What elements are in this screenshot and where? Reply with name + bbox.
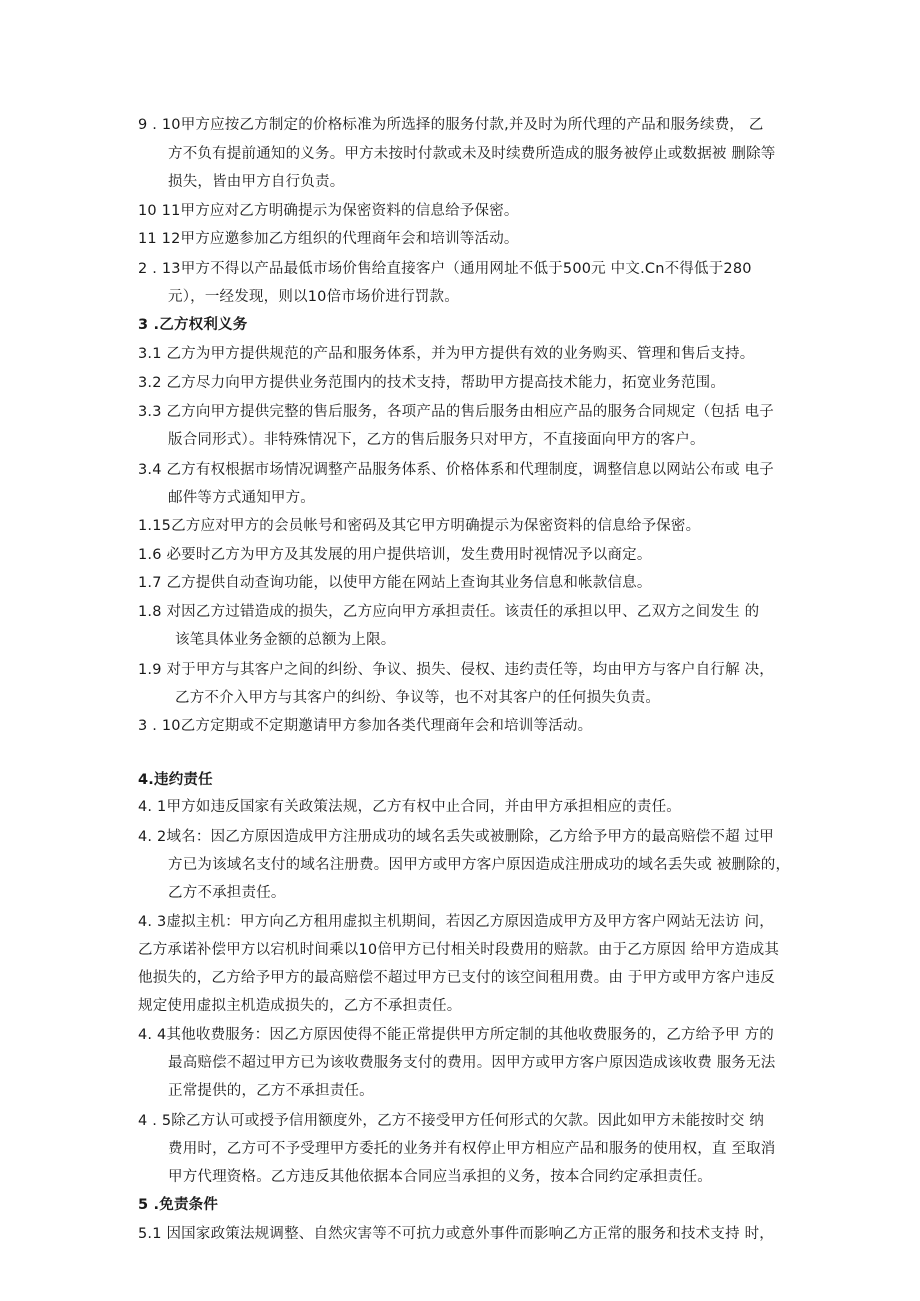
text-line: 1.6 必要时乙方为甲方及其发展的用户提供培训，发生费用时视情况予以商定。 — [138, 547, 652, 563]
text-line: 方不负有提前通知的义务。甲方未按时付款或未及时续费所造成的服务被停止或数据被 删除等 — [168, 146, 776, 162]
text-line: 费用时，乙方可不予受理甲方委托的业务并有权停止甲方相应产品和服务的使用权，直 至取消 — [168, 1141, 776, 1157]
text-line: 5.1 因国家政策法规调整、自然灾害等不可抗力或意外事件而影响乙方正常的服务和技术支持 时， — [138, 1226, 774, 1242]
text-line: 1.15乙方应对甲方的会员帐号和密码及其它甲方明确提示为保密资料的信息给予保密。 — [138, 518, 701, 534]
text-line: 元），一经发现，则以10倍市场价进行罚款。 — [168, 289, 459, 305]
text-line: 3.4 乙方有权根据市场情况调整产品服务体系、价格体系和代理制度，调整信息以网站公布或 电子 — [138, 462, 774, 478]
text-line: 3.3 乙方向甲方提供完整的售后服务，各项产品的售后服务由相应产品的服务合同规定（包括 电子 — [138, 404, 774, 420]
text-line: 乙方不承担责任。 — [168, 885, 286, 901]
text-line: 4. 4其他收费服务：因乙方原因使得不能正常提供甲方所定制的其他收费服务的，乙方给予甲 方的 — [138, 1027, 774, 1043]
text-line: 10 11甲方应对乙方明确提示为保密资料的信息给予保密。 — [138, 203, 519, 219]
section-heading: 4.违约责任 — [138, 772, 213, 788]
text-line: 损失，皆由甲方自行负责。 — [168, 174, 345, 190]
text-line: 4 . 5除乙方认可或授予信用额度外，乙方不接受甲方任何形式的欠款。因此如甲方未能按时交 纳 — [138, 1113, 765, 1129]
text-line: 1.9 对于甲方与其客户之间的纠纷、争议、损失、侵权、违约责任等，均由甲方与客户自行解 决， — [138, 662, 774, 678]
text-line: 1.7 乙方提供自动查询功能，以使甲方能在网站上查询其业务信息和帐款信息。 — [138, 575, 652, 591]
section-heading: 5 .免责条件 — [138, 1197, 219, 1213]
text-line: 乙方承诺补偿甲方以宕机时间乘以10倍甲方已付相关时段费用的赔款。由于乙方原因 给甲方造成其 — [138, 942, 780, 958]
text-line: 甲方代理资格。乙方违反其他依据本合同应当承担的义务，按本合同约定承担责任。 — [168, 1169, 712, 1185]
text-line: 最高赔偿不超过甲方已为该收费服务支付的费用。因甲方或甲方客户原因造成该收费 服务无法 — [168, 1055, 776, 1071]
text-line: 方已为该域名支付的域名注册费。因甲方或甲方客户原因造成注册成功的域名丢失或 被删除的， — [168, 857, 791, 873]
section-heading: 3 .乙方权利义务 — [138, 317, 248, 333]
text-line: 4. 3虚拟主机：甲方向乙方租用虚拟主机期间，若因乙方原因造成甲方及甲方客户网站无法访 问， — [138, 914, 774, 930]
text-line: 规定使用虚拟主机造成损失的，乙方不承担责任。 — [138, 998, 462, 1014]
text-line: 4. 2域名：因乙方原因造成甲方注册成功的域名丢失或被删除，乙方给予甲方的最高赔偿不超 过甲 — [138, 829, 774, 845]
text-line: 该笔具体业务金额的总额为上限。 — [175, 632, 396, 648]
text-line: 11 12甲方应邀参加乙方组织的代理商年会和培训等活动。 — [138, 231, 519, 247]
text-line: 9 . 10甲方应按乙方制定的价格标准为所选择的服务付款,并及时为所代理的产品和服务续费， 乙 — [138, 117, 764, 133]
text-line: 2 . 13甲方不得以产品最低市场价售给直接客户（通用网址不低于500元 中文.Cn不得低于280 — [138, 261, 752, 277]
text-line: 版合同形式）。非特殊情况下，乙方的售后服务只对甲方，不直接面向甲方的客户。 — [168, 432, 705, 448]
text-line: 邮件等方式通知甲方。 — [168, 490, 315, 506]
text-line: 3.2 乙方尽力向甲方提供业务范围内的技术支持，帮助甲方提高技术能力，拓宽业务范围。 — [138, 375, 726, 391]
text-line: 3 . 10乙方定期或不定期邀请甲方参加各类代理商年会和培训等活动。 — [138, 718, 593, 734]
text-line: 3.1 乙方为甲方提供规范的产品和服务体系，并为甲方提供有效的业务购买、管理和售后支持。 — [138, 346, 755, 362]
text-line: 正常提供的，乙方不承担责任。 — [168, 1083, 374, 1099]
text-line: 他损失的，乙方给予甲方的最高赔偿不超过甲方已支付的该空间租用费。由 于甲方或甲方客户违反 — [138, 970, 775, 986]
text-line: 4. 1甲方如违反国家有关政策法规，乙方有权中止合同，并由甲方承担相应的责任。 — [138, 799, 681, 815]
text-line: 乙方不介入甲方与其客户的纠纷、争议等，也不对其客户的任何损失负责。 — [175, 690, 661, 706]
text-line: 1.8 对因乙方过错造成的损失，乙方应向甲方承担责任。该责任的承担以甲、乙双方之间发生 的 — [138, 604, 760, 620]
